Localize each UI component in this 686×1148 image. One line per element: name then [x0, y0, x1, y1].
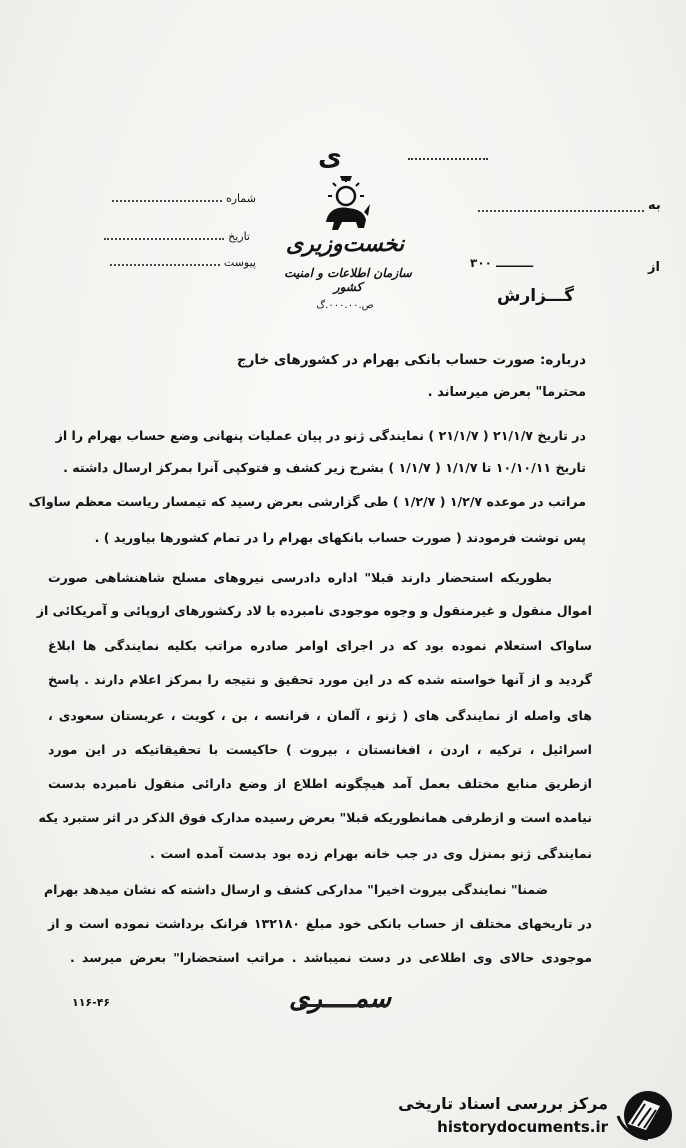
number-label: شماره	[225, 192, 256, 205]
ministry-name: نخست‌وزیری	[285, 232, 405, 257]
history-documents-logo-icon	[614, 1086, 674, 1144]
footer-code: ۱۱۶-۴۶	[72, 996, 111, 1009]
signature-underline	[300, 1004, 386, 1007]
watermark-title: مرکز بررسی اسناد تاریخی	[398, 1094, 608, 1113]
body-line: پس نوشت فرمودند ( صورت حساب بانکهای بهرام را در تمام کشورها بیاورید ) .	[94, 530, 586, 545]
body-line: در تاریخ ۲۱/۱/۷ ( ۲۱/۱/۷ ) نمایندگی ژنو در پیان عملیات پنهانی وضع حساب بهرام را از	[55, 428, 586, 443]
report-title: گـــزارش	[497, 286, 574, 306]
dotted-line	[110, 257, 220, 266]
from-label: از	[648, 260, 660, 275]
body-line: بطوریکه استحضار دارند قبلا" اداره دادرسی نیروهای مسلح شاهنشاهی صورت	[48, 570, 552, 585]
attachment-field	[96, 256, 256, 269]
dotted-line	[408, 150, 488, 160]
body-line: مراتب در موعده ۱/۲/۷ ( ۱/۲/۷ ) طی گزارشی بعرض رسید که تیمسار ریاست معظم ساواک	[28, 494, 586, 509]
number-field	[96, 192, 256, 205]
body-line: موجودی حالای وی اطلاعی در دست نمیباشد . مراتب استحضارا" بعرض میرسد .	[70, 950, 592, 965]
dotted-line	[104, 231, 224, 240]
body-line: اموال منقول و غیرمنقول و وجوه موجودی نامبرده با لاد رکشورهای اروپائی و آمریکائی از	[36, 603, 592, 618]
body-line: اسرائیل ، ترکیه ، اردن ، افغانستان ، بیروت ) حاکیست با تحقیقاتیکه در این مورد	[48, 742, 592, 757]
body-line: ضمنا" نمایندگی بیروت اخیرا" مدارکی کشف و ارسال داشته که نشان میدهد بهرام	[43, 882, 548, 897]
body-line: در تاریخهای مختلف از حساب بانکی خود مبلغ ۱۳۲۱۸۰ فرانک برداشت نموده است و از	[48, 916, 592, 931]
lion-and-sun-emblem-icon	[318, 176, 374, 236]
body-line: نیامده است و ازطرفی همانطوریکه قبلا" بعرض رسیده مدارک فوق الذکر در اثر ستبرد یکه	[38, 810, 592, 825]
body-line: ازطریق منابع مختلف بعمل آمد هیچگونه اطلاع از وضع دارائی منقول نامبرده بدست	[48, 776, 592, 791]
dotted-line	[478, 204, 644, 212]
from-value: ۳۰۰ ـــــــــ	[470, 256, 534, 270]
attachment-label: پیوست	[223, 256, 256, 269]
salutation: محترما" بعرض میرساند .	[427, 385, 586, 400]
watermark-url: historydocuments.ir	[437, 1118, 608, 1136]
body-line: تاریخ ۱۰/۱۰/۱۱ تا ۱/۱/۷ ( ۱/۱/۷ ) بشرح زیر کشف و فتوکپی آنرا بمرکز ارسال داشته .	[63, 460, 586, 475]
date-label: تاریخ	[228, 230, 250, 243]
subject-line: درباره: صورت حساب بانکی بهرام در کشورهای خارج	[236, 352, 586, 368]
to-label: به	[648, 198, 661, 213]
handwritten-mark: ی	[318, 142, 342, 172]
date-field	[80, 230, 250, 243]
body-line: نمایندگی ژنو بمنزل وی در جب خانه بهرام زده بود بدست آمده است .	[150, 846, 592, 861]
signature: سمــــری	[289, 984, 391, 1014]
body-line: گردید و از آنها خواسته شده که در این مورد تحقیق و نتیجه را بمرکز اعلام دارند . پاسخ	[48, 672, 592, 687]
document-code: ص.۰۰۰.۰۰.گ	[316, 300, 374, 311]
organization-name: سازمان اطلاعات و امنیت کشور	[284, 266, 412, 294]
body-line: ساواک استعلام نموده بود که در اجرای اوامر صادره مراتب بکلیه نمایندگی ها ابلاغ	[48, 638, 592, 653]
dotted-line	[112, 193, 222, 202]
body-line: های واصله از نمایندگی های ( ژنو ، آلمان ، فرانسه ، بن ، کویت ، عربستان سعودی ،	[48, 708, 592, 723]
